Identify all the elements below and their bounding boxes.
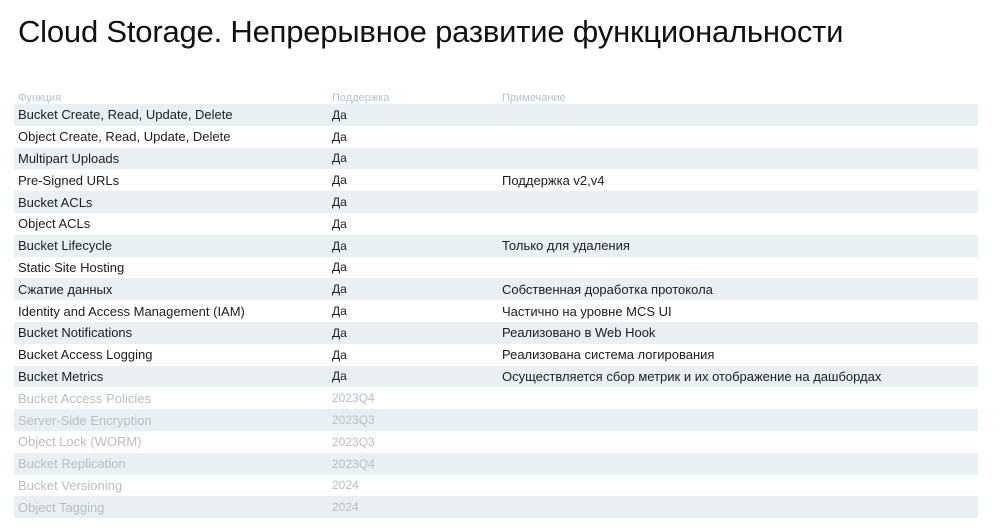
support-cell: 2023Q3 [328, 431, 498, 453]
support-cell: Да [328, 278, 498, 300]
note-cell: Осуществляется сбор метрик и их отображение на дашбордах [498, 366, 978, 388]
support-cell: Да [328, 126, 498, 148]
feature-cell: Bucket ACLs [14, 191, 328, 213]
note-cell [498, 409, 978, 431]
feature-cell: Bucket Replication [14, 453, 328, 475]
note-cell [498, 148, 978, 170]
support-cell: 2023Q3 [328, 409, 498, 431]
feature-cell: Pre-Signed URLs [14, 169, 328, 191]
support-cell: Да [328, 169, 498, 191]
feature-cell: Bucket Versioning [14, 475, 328, 497]
feature-cell: Bucket Access Logging [14, 344, 328, 366]
table-header-row [14, 84, 978, 104]
note-cell [498, 453, 978, 475]
note-cell [498, 104, 978, 126]
support-cell: 2023Q4 [328, 453, 498, 475]
feature-cell: Identity and Access Management (IAM) [14, 300, 328, 322]
note-cell [498, 431, 978, 453]
table-row [14, 126, 978, 148]
feature-cell: Object Lock (WORM) [14, 431, 328, 453]
table-row [14, 366, 978, 388]
feature-cell: Static Site Hosting [14, 257, 328, 279]
table-row-planned [14, 431, 978, 453]
support-cell: Да [328, 366, 498, 388]
support-cell: Да [328, 104, 498, 126]
note-cell [498, 126, 978, 148]
feature-table [14, 84, 978, 518]
column-header-note: Примечание [498, 84, 978, 104]
note-cell: Поддержка v2,v4 [498, 169, 978, 191]
support-cell: Да [328, 148, 498, 170]
feature-cell: Object Tagging [14, 496, 328, 518]
column-header-feature: Функция [14, 84, 328, 104]
table-row-planned [14, 387, 978, 409]
table-row-planned [14, 409, 978, 431]
support-cell: 2024 [328, 475, 498, 497]
support-cell: Да [328, 322, 498, 344]
note-cell: Только для удаления [498, 235, 978, 257]
table-row-planned [14, 496, 978, 518]
support-cell: Да [328, 235, 498, 257]
table-row [14, 344, 978, 366]
table-row [14, 213, 978, 235]
table-row [14, 191, 978, 213]
note-cell [498, 496, 978, 518]
table-row-planned [14, 453, 978, 475]
note-cell: Собственная доработка протокола [498, 278, 978, 300]
table-row [14, 278, 978, 300]
feature-cell: Server-Side Encryption [14, 409, 328, 431]
note-cell: Реализовано в Web Hook [498, 322, 978, 344]
support-cell: Да [328, 257, 498, 279]
support-cell: Да [328, 191, 498, 213]
note-cell: Частично на уровне MCS UI [498, 300, 978, 322]
support-cell: 2024 [328, 496, 498, 518]
note-cell [498, 213, 978, 235]
table-row-planned [14, 475, 978, 497]
table-row [14, 235, 978, 257]
feature-cell: Сжатие данных [14, 278, 328, 300]
support-cell: Да [328, 213, 498, 235]
table-row [14, 169, 978, 191]
table-row [14, 322, 978, 344]
note-cell [498, 257, 978, 279]
feature-cell: Bucket Lifecycle [14, 235, 328, 257]
support-cell: Да [328, 300, 498, 322]
page-title: Cloud Storage. Непрерывное развитие функциональности [18, 14, 844, 49]
support-cell: 2023Q4 [328, 387, 498, 409]
support-cell: Да [328, 344, 498, 366]
column-header-support: Поддержка [328, 84, 498, 104]
table-row [14, 300, 978, 322]
feature-cell: Multipart Uploads [14, 148, 328, 170]
feature-cell: Bucket Notifications [14, 322, 328, 344]
feature-cell: Bucket Access Policies [14, 387, 328, 409]
table-row [14, 148, 978, 170]
note-cell: Реализована система логирования [498, 344, 978, 366]
table-row [14, 257, 978, 279]
note-cell [498, 191, 978, 213]
note-cell [498, 475, 978, 497]
feature-cell: Object ACLs [14, 213, 328, 235]
feature-cell: Bucket Create, Read, Update, Delete [14, 104, 328, 126]
note-cell [498, 387, 978, 409]
table-row [14, 104, 978, 126]
table-body [14, 104, 978, 518]
feature-cell: Object Create, Read, Update, Delete [14, 126, 328, 148]
feature-cell: Bucket Metrics [14, 366, 328, 388]
